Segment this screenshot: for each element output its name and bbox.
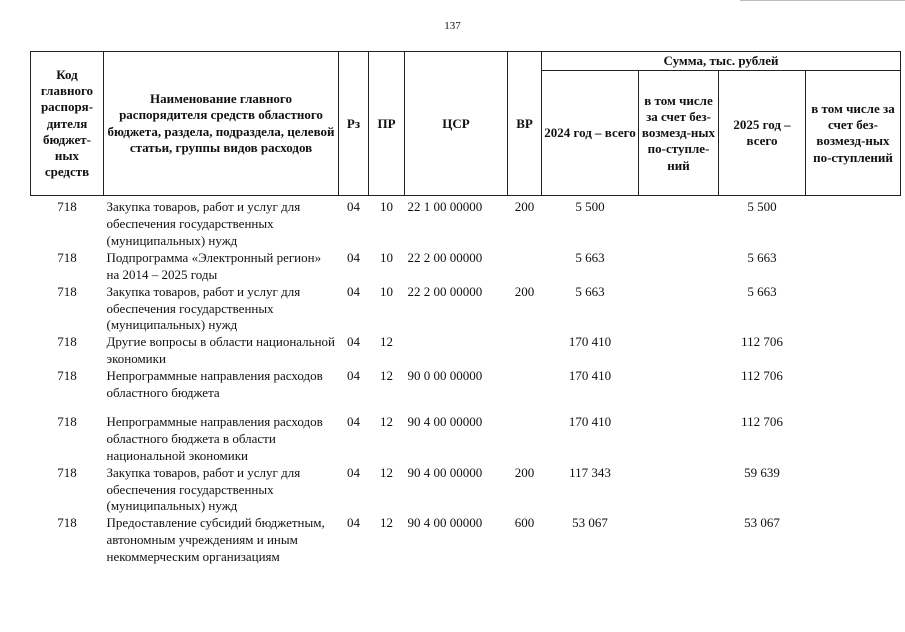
- cell-2024-total: 5 500: [575, 199, 605, 215]
- cell-csr: 90 4 00 00000: [407, 413, 483, 429]
- cell-vr: 200: [514, 464, 535, 480]
- cell-rz: 04: [347, 249, 360, 265]
- cell-rz: 04: [347, 283, 360, 299]
- header-2024-total: 2024 год – всего: [542, 71, 639, 196]
- cell-csr: 22 2 00 00000: [407, 249, 483, 265]
- table-row: [31, 515, 901, 566]
- cell-2024-gratuitous: [639, 284, 719, 335]
- cell-2024-total: 170 410: [568, 413, 612, 429]
- cell-2024-gratuitous: [639, 334, 719, 368]
- header-2025-total: 2025 год – всего: [719, 71, 806, 196]
- cell-pr: 10: [380, 199, 393, 215]
- cell-csr: 90 4 00 00000: [407, 515, 483, 531]
- cell-code: 718: [57, 368, 77, 384]
- cell-pr: 10: [380, 283, 393, 299]
- cell-csr: 22 2 00 00000: [407, 283, 483, 299]
- cell-2025-gratuitous: [806, 368, 901, 414]
- cell-name: Закупка товаров, работ и услуг для обеспечения государственных (муниципальных) нужд: [106, 283, 301, 333]
- cell-2024-gratuitous: [639, 414, 719, 465]
- cell-2025-gratuitous: [806, 515, 901, 566]
- cell-code: 718: [57, 249, 77, 265]
- cell-2025-total: 5 663: [747, 283, 777, 299]
- cell-name: Непрограммные направления расходов областного бюджета в области национальной экономики: [106, 413, 323, 463]
- header-sum: Сумма, тыс. рублей: [542, 52, 901, 71]
- cell-2024-gratuitous: [639, 465, 719, 516]
- cell-vr: [508, 414, 542, 465]
- cell-2025-gratuitous: [806, 250, 901, 284]
- header-rz: Рз: [339, 52, 369, 196]
- cell-2024-total: 170 410: [568, 368, 612, 384]
- cell-vr: [508, 368, 542, 414]
- cell-2025-total: 59 639: [744, 464, 780, 480]
- cell-rz: 04: [347, 368, 360, 384]
- cell-rz: 04: [347, 413, 360, 429]
- cell-2024-total: 170 410: [568, 334, 612, 350]
- cell-2025-total: 112 706: [741, 368, 783, 384]
- cell-pr: 12: [380, 515, 393, 531]
- cell-2024-gratuitous: [639, 250, 719, 284]
- table-row: [31, 368, 901, 414]
- header-2025-gratuitous: в том числе за счет без-возмезд-ных по-ступлений: [806, 71, 901, 196]
- cell-2024-total: 117 343: [569, 464, 611, 480]
- cell-2024-gratuitous: [639, 515, 719, 566]
- cell-2025-total: 5 500: [747, 199, 777, 215]
- header-name: Наименование главного распорядителя средств областного бюджета, раздела, подраздела, целевой статьи, группы видов расходов: [104, 52, 339, 196]
- cell-pr: 12: [380, 334, 393, 350]
- page-number: 137: [444, 20, 461, 32]
- cell-2024-gratuitous: [639, 196, 719, 250]
- cell-vr: 600: [514, 515, 535, 531]
- cell-name: Закупка товаров, работ и услуг для обеспечения государственных (муниципальных) нужд: [106, 464, 301, 514]
- cell-2024-total: 53 067: [572, 515, 608, 531]
- table-row: [31, 250, 901, 284]
- cell-pr: 12: [380, 413, 393, 429]
- cell-pr: 12: [380, 368, 393, 384]
- cell-rz: 04: [347, 199, 360, 215]
- header-pr: ПР: [369, 52, 405, 196]
- table-row: [31, 334, 901, 368]
- table-row: [31, 414, 901, 465]
- cell-2024-gratuitous: [639, 368, 719, 414]
- cell-2024-total: 5 663: [575, 283, 605, 299]
- header-2024-gratuitous: в том числе за счет без-возмезд-ных по-ступле-ний: [639, 71, 719, 196]
- cell-2025-gratuitous: [806, 414, 901, 465]
- cell-2025-gratuitous: [806, 465, 901, 516]
- header-code: Код главного распоря-дителя бюджет-ных средств: [31, 52, 104, 196]
- cell-name: Закупка товаров, работ и услуг для обеспечения государственных (муниципальных) нужд: [106, 199, 301, 249]
- table-row: [31, 465, 901, 516]
- cell-rz: 04: [347, 464, 360, 480]
- cell-csr: 90 0 00 00000: [407, 368, 483, 384]
- cell-code: 718: [57, 283, 77, 299]
- cell-code: 718: [57, 334, 77, 350]
- cell-2025-gratuitous: [806, 196, 901, 250]
- cell-vr: [508, 334, 542, 368]
- cell-name: Другие вопросы в области национальной экономики: [106, 334, 335, 367]
- cell-2025-total: 5 663: [747, 249, 777, 265]
- cell-pr: 10: [380, 249, 393, 265]
- cell-pr: 12: [380, 464, 393, 480]
- cell-rz: 04: [347, 334, 360, 350]
- cell-2024-total: 5 663: [575, 249, 605, 265]
- cell-rz: 04: [347, 515, 360, 531]
- header-csr: ЦСР: [405, 52, 508, 196]
- cell-vr: 200: [514, 199, 535, 215]
- cell-csr: 22 1 00 00000: [407, 199, 483, 215]
- cell-name: Предоставление субсидий бюджетным, автономным учреждениям и иным некоммерческим организациям: [106, 515, 325, 565]
- cell-name: Подпрограмма «Электронный регион» на 2014 – 2025 годы: [106, 249, 322, 282]
- cell-vr: 200: [514, 283, 535, 299]
- cell-code: 718: [57, 413, 77, 429]
- table-row: [31, 284, 901, 335]
- cell-2025-total: 112 706: [741, 413, 783, 429]
- table-row: [31, 196, 901, 250]
- cell-2025-total: 112 706: [741, 334, 783, 350]
- cell-csr: [405, 334, 508, 368]
- scan-edge-line: [740, 0, 905, 1]
- cell-csr: 90 4 00 00000: [407, 464, 483, 480]
- cell-name: Непрограммные направления расходов областного бюджета: [106, 368, 323, 401]
- cell-vr: [508, 250, 542, 284]
- header-vr: ВР: [508, 52, 542, 196]
- budget-table: [30, 51, 901, 566]
- cell-2025-gratuitous: [806, 334, 901, 368]
- cell-code: 718: [57, 515, 77, 531]
- table-body: [31, 196, 901, 566]
- cell-code: 718: [57, 199, 77, 215]
- cell-code: 718: [57, 464, 77, 480]
- cell-2025-gratuitous: [806, 284, 901, 335]
- cell-2025-total: 53 067: [744, 515, 780, 531]
